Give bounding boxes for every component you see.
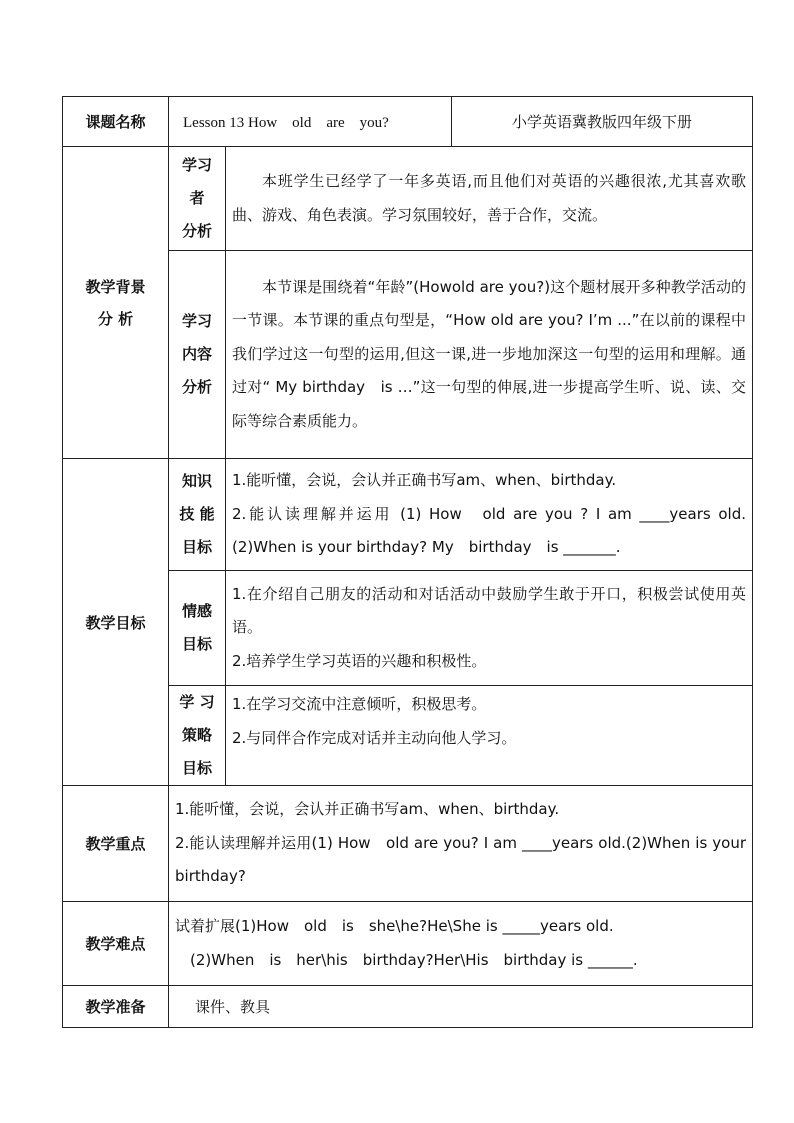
knowledge-goal-line-1: 1.能听懂，会说，会认并正确书写am、when、birthday. <box>232 471 617 490</box>
emotion-label-2: 目标 <box>181 635 212 653</box>
title-row <box>63 97 753 147</box>
strategy-goal-line-2: 2.与同伴合作完成对话并主动向他人学习。 <box>232 728 517 747</box>
learner-label-3: 分析 <box>181 222 212 240</box>
knowledge-goal-line-2: 2.能认读理解并运用 (1) How old are you ? I am ____years old.(2)When is your birthday? My birthday is _______. <box>232 504 747 557</box>
difficulties-line-1: 试着扩展(1)How old is she\he?He\She is _____years old. <box>175 917 614 935</box>
emotion-goal-line-2: 2.培养学生学习英语的兴趣和积极性。 <box>232 651 487 670</box>
difficulties-line-2: (2)When is her\his birthday?Her\His birthday is ______. <box>175 950 638 969</box>
key-points-label: 教学重点 <box>63 786 169 902</box>
key-points-line-1: 1.能听懂，会说，会认并正确书写am、when、birthday. <box>175 800 560 819</box>
emotion-goal-line-1: 1.在介绍自己朋友的活动和对话活动中鼓励学生敢于开口，积极尝试使用英语。 <box>232 584 747 637</box>
learner-analysis-row <box>63 147 753 251</box>
lesson-title: Lesson 13 How old are you? <box>169 97 452 147</box>
difficulties-cell <box>169 902 753 986</box>
knowledge-label-3: 目标 <box>181 538 212 556</box>
learner-label-1: 学习 <box>181 156 212 174</box>
content-label-2: 内容 <box>181 345 212 363</box>
emotion-label <box>169 571 226 686</box>
content-label-1: 学习 <box>181 312 212 330</box>
strategy-label-2: 策略 <box>181 726 212 744</box>
key-points-cell <box>169 786 753 902</box>
key-points-line-2: 2.能认读理解并运用(1) How old are you? I am ____years old.(2)When is your birthday? <box>175 833 747 886</box>
content-label-3: 分析 <box>181 378 212 396</box>
learner-label <box>169 147 226 251</box>
difficulties-label: 教学难点 <box>63 902 169 986</box>
knowledge-goal-row <box>63 459 753 571</box>
emotion-goal-cell <box>226 571 753 686</box>
content-label <box>169 251 226 459</box>
content-analysis-cell <box>226 251 753 459</box>
title-label: 课题名称 <box>63 97 169 147</box>
lesson-plan-table <box>62 96 753 1028</box>
strategy-label <box>169 686 226 786</box>
background-label <box>63 147 169 459</box>
background-label-line1: 教学背景 <box>85 277 146 296</box>
key-points-row <box>63 786 753 902</box>
knowledge-goal-cell <box>226 459 753 571</box>
knowledge-label-2: 技 能 <box>179 505 215 523</box>
preparation-text: 课件、教具 <box>169 986 753 1028</box>
preparation-label: 教学准备 <box>63 986 169 1028</box>
strategy-label-1: 学 习 <box>179 693 215 711</box>
knowledge-label-1: 知识 <box>181 472 212 490</box>
strategy-goal-line-1: 1.在学习交流中注意倾听，积极思考。 <box>232 695 487 713</box>
learner-analysis-text: 本班学生已经学了一年多英语,而且他们对英语的兴趣很浓,尤其喜欢歌曲、游戏、角色表演。学习氛围较好，善于合作，交流。 <box>232 172 747 224</box>
difficulties-row <box>63 902 753 986</box>
strategy-goal-cell <box>226 686 753 786</box>
goals-label: 教学目标 <box>63 459 169 786</box>
learner-label-2: 者 <box>189 189 205 207</box>
content-analysis-text: 本节课是围绕着“年龄”(Howold are you?)这个题材展开多种教学活动的一节课。本节课的重点句型是，“How old are you? I’m ...”在以前的课程中我们学过这一句型的运用,但这一课,进一步地加深这一句型的运用和理解。通过对“ My birthday is …”这一句型的伸展,进一步提高学生听、说、读、交际等综合素质能力。 <box>232 277 747 430</box>
emotion-label-1: 情感 <box>181 602 212 620</box>
background-label-line2: 分 析 <box>97 309 134 328</box>
knowledge-label <box>169 459 226 571</box>
preparation-row <box>63 986 753 1028</box>
strategy-label-3: 目标 <box>181 759 212 777</box>
textbook-name: 小学英语冀教版四年级下册 <box>452 97 753 147</box>
learner-analysis-cell <box>226 147 753 251</box>
